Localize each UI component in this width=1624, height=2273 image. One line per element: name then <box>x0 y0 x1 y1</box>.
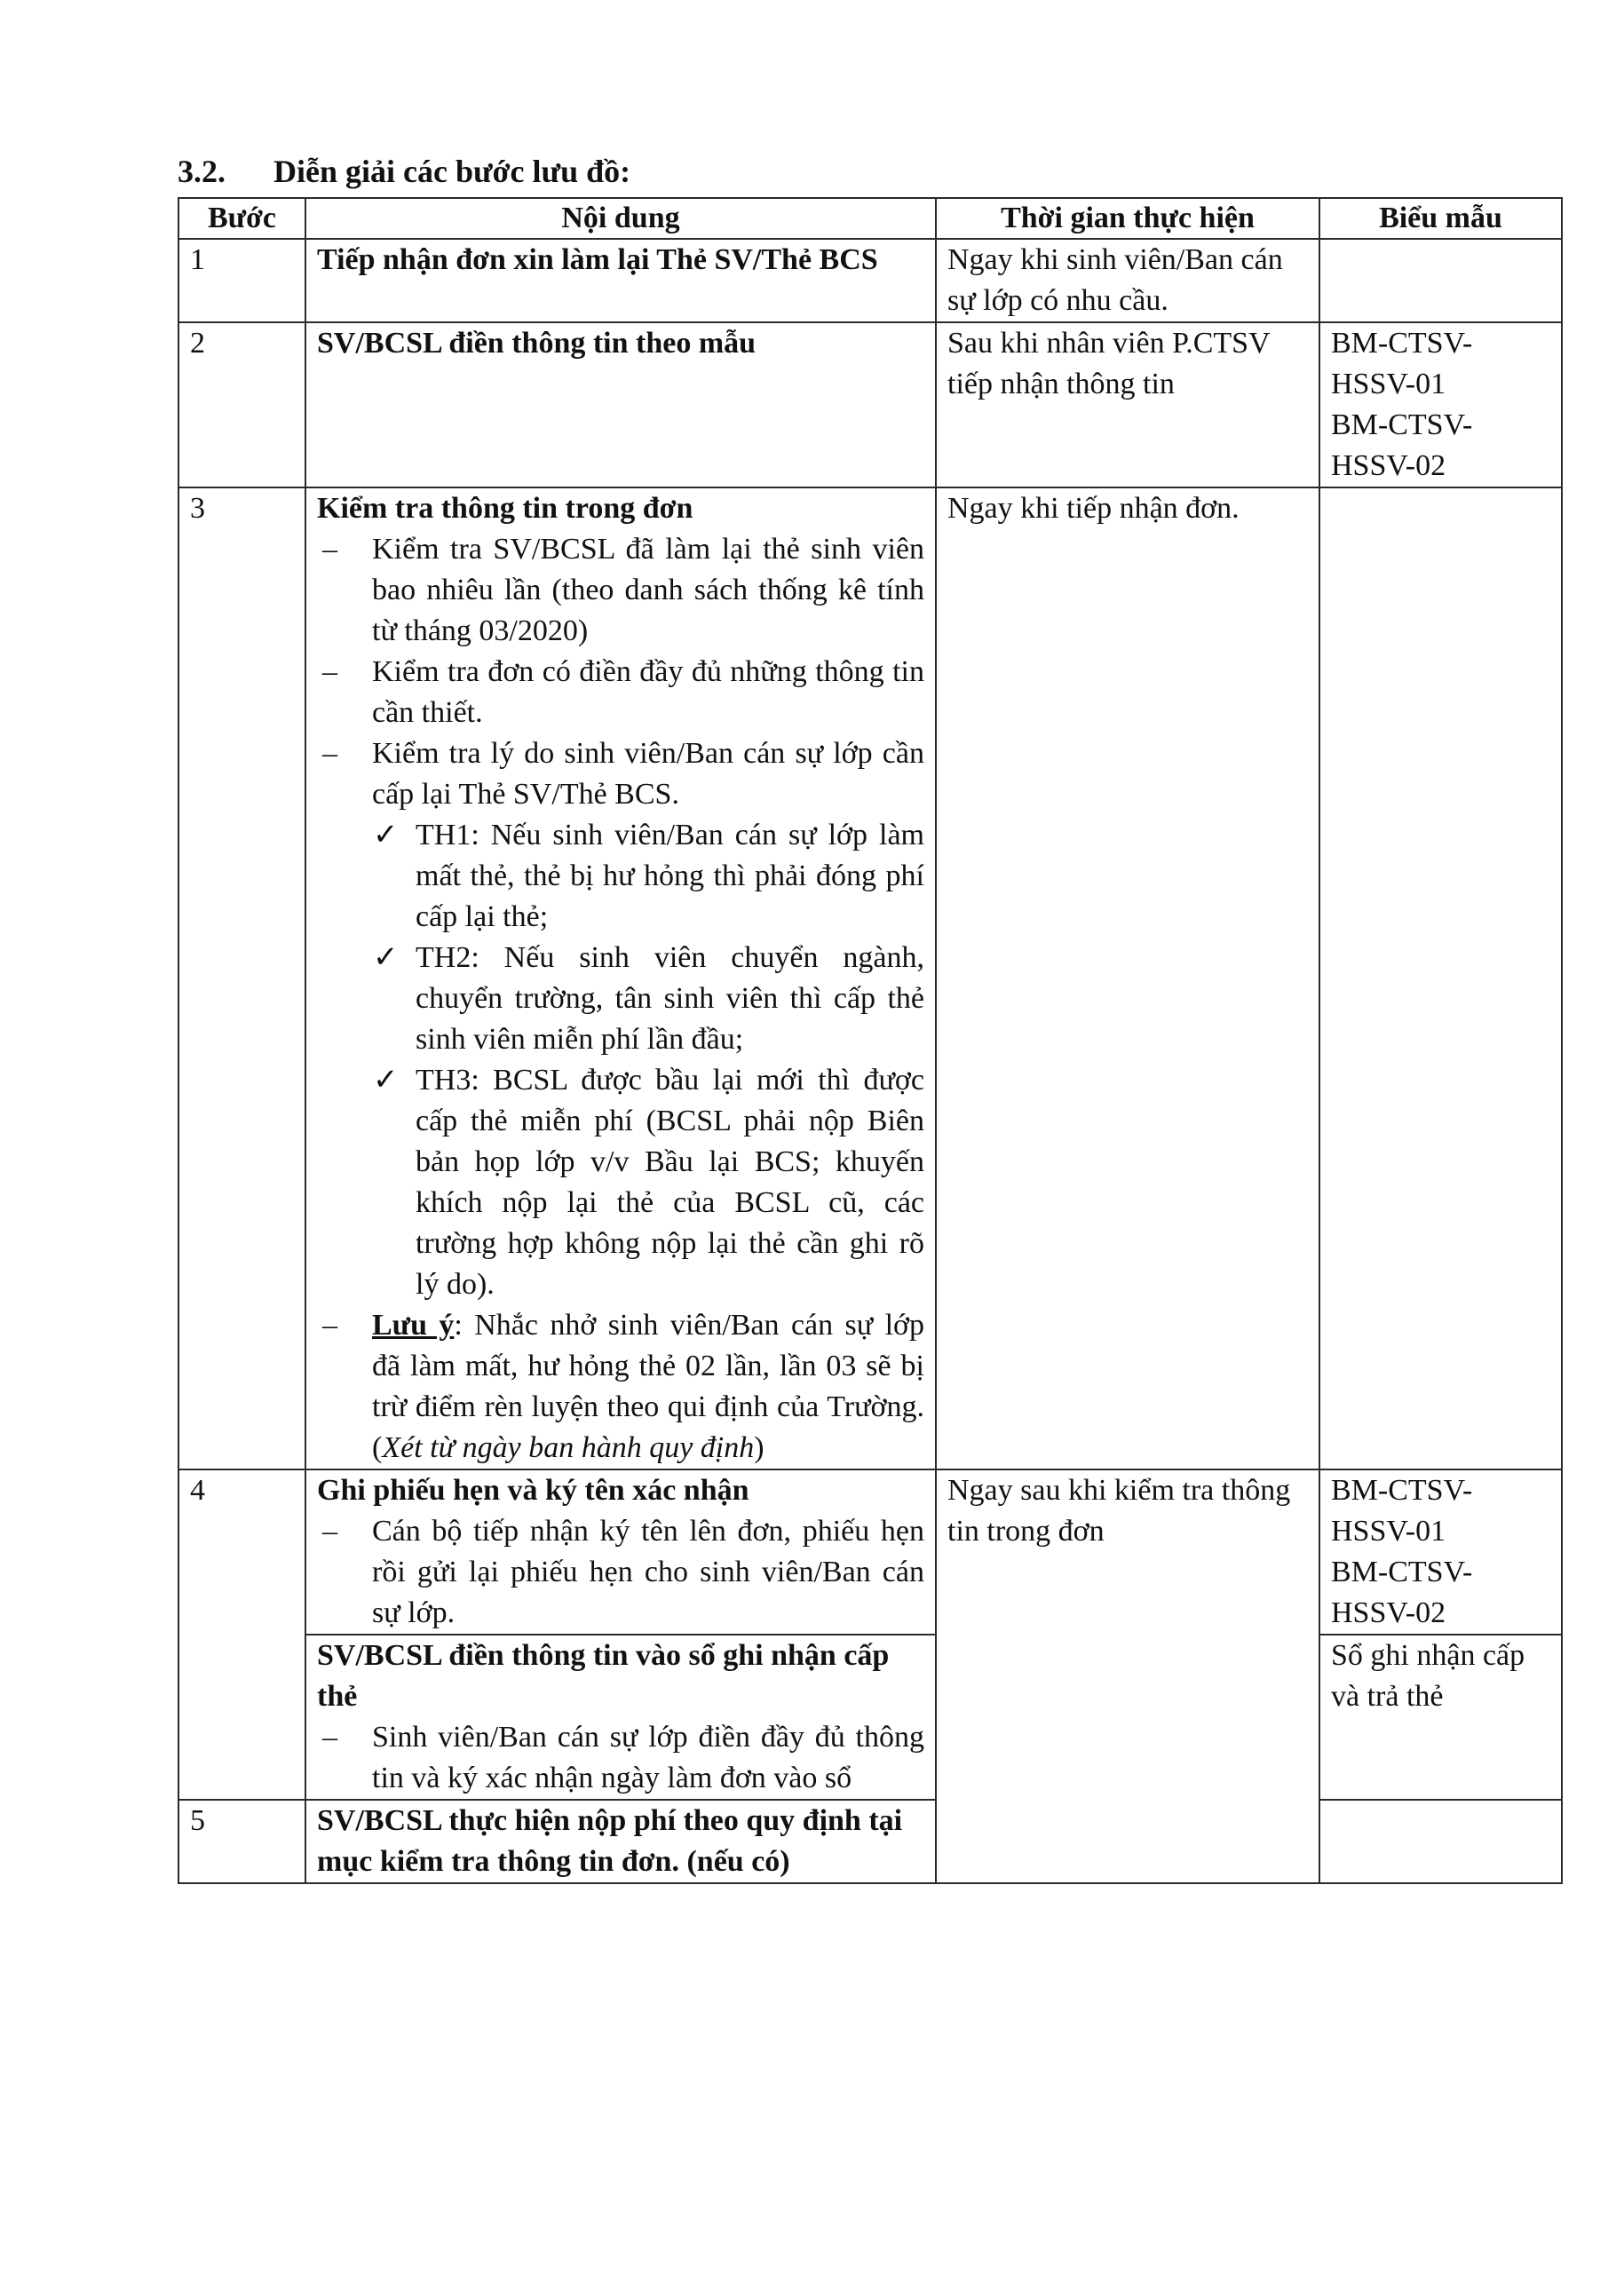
step-forms <box>1319 322 1562 487</box>
step-number: 3 <box>178 487 305 1469</box>
bullet-list <box>317 1717 924 1799</box>
header-step: Bước <box>178 198 305 239</box>
step-title: Kiểm tra thông tin trong đơn <box>317 492 693 525</box>
table-row <box>178 239 1562 322</box>
form-code: BM-CTSV-HSSV-02 <box>1331 408 1473 482</box>
step-number: 4 <box>178 1469 305 1800</box>
step-title: SV/BCSL điền thông tin theo mẫu <box>317 327 757 360</box>
case-list <box>369 815 924 1305</box>
table-header-row <box>178 198 1562 239</box>
list-item: – Kiểm tra đơn có điền đầy đủ những thông tin cần thiết. <box>317 652 924 733</box>
step-title: Ghi phiếu hẹn và ký tên xác nhận <box>317 1474 749 1507</box>
case-text: TH3: BCSL được bầu lại mới thì được cấp thẻ miễn phí (BCSL phải nộp Biên bản họp lớp v/v Bầu lại BCS; khuyến khích nộp lại thẻ của BCSL cũ, các trường hợp không nộp lại thẻ cần ghi rõ lý do). <box>416 1064 924 1301</box>
step-title: Tiếp nhận đơn xin làm lại Thẻ SV/Thẻ BCS <box>317 243 878 276</box>
table-row <box>178 322 1562 487</box>
header-forms: Biểu mẫu <box>1319 198 1562 239</box>
note-text: Nhắc nhở sinh viên/Ban cán sự lớp đã làm mất, hư hỏng thẻ 02 lần, lần 03 sẽ bị trừ điểm rèn luyện theo qui định của Trường. ( <box>372 1309 924 1464</box>
step-content <box>305 322 936 487</box>
step-time: Ngay khi tiếp nhận đơn. <box>936 487 1319 1469</box>
procedure-steps-table <box>178 197 1563 1884</box>
step-title: SV/BCSL điền thông tin vào sổ ghi nhận cấp thẻ <box>317 1639 890 1713</box>
case-text: TH2: Nếu sinh viên chuyển ngành, chuyển trường, tân sinh viên thì cấp thẻ sinh viên miễn phí lần đầu; <box>416 941 924 1056</box>
list-item-text: Kiểm tra lý do sinh viên/Ban cán sự lớp cần cấp lại Thẻ SV/Thẻ BCS. <box>372 737 924 811</box>
list-item <box>369 938 924 1060</box>
list-item <box>369 1060 924 1305</box>
step-content <box>305 1800 936 1883</box>
step-content <box>305 487 936 1469</box>
step-time: Ngay khi sinh viên/Ban cán sự lớp có nhu cầu. <box>936 239 1319 322</box>
section-number: 3.2. <box>178 154 226 189</box>
list-item <box>317 733 924 1305</box>
note-italic: Xét từ ngày ban hành quy định <box>382 1431 755 1464</box>
step-title: SV/BCSL thực hiện nộp phí theo quy định tại mục kiểm tra thông tin đơn. (nếu có) <box>317 1804 903 1878</box>
step-time: Ngay sau khi kiểm tra thông tin trong đơn <box>936 1469 1319 1883</box>
table-row <box>178 487 1562 1469</box>
note-close: ) <box>754 1431 764 1464</box>
check-icon: ✓ <box>373 1064 399 1097</box>
step-time: Sau khi nhân viên P.CTSV tiếp nhận thông tin <box>936 322 1319 487</box>
step-number: 1 <box>178 239 305 322</box>
step-content <box>305 1469 936 1635</box>
list-item: – Cán bộ tiếp nhận ký tên lên đơn, phiếu hẹn rồi gửi lại phiếu hẹn cho sinh viên/Ban cán sự lớp. <box>317 1511 924 1634</box>
table-row <box>178 1800 1562 1883</box>
step-forms <box>1319 1800 1562 1883</box>
step-forms <box>1319 1469 1562 1635</box>
step-content <box>305 1635 936 1800</box>
list-item: – Sinh viên/Ban cán sự lớp điền đầy đủ thông tin và ký xác nhận ngày làm đơn vào sổ <box>317 1717 924 1799</box>
note-item <box>317 1305 924 1469</box>
check-icon: ✓ <box>373 941 399 974</box>
table-row <box>178 1635 1562 1800</box>
header-time: Thời gian thực hiện <box>936 198 1319 239</box>
table-row <box>178 1469 1562 1635</box>
step-forms: Sổ ghi nhận cấp và trả thẻ <box>1319 1635 1562 1800</box>
bullet-list <box>317 1511 924 1634</box>
step-forms <box>1319 487 1562 1469</box>
check-icon: ✓ <box>373 819 399 851</box>
form-code: BM-CTSV-HSSV-01 <box>1331 327 1473 400</box>
section-title: Diễn giải các bước lưu đồ: <box>273 154 631 189</box>
form-code: BM-CTSV-HSSV-02 <box>1331 1556 1473 1629</box>
case-text: TH1: Nếu sinh viên/Ban cán sự lớp làm mất thẻ, thẻ bị hư hỏng thì phải đóng phí cấp lại thẻ; <box>416 819 924 933</box>
note-label: Lưu ý <box>372 1309 455 1342</box>
list-item: – Kiểm tra SV/BCSL đã làm lại thẻ sinh viên bao nhiêu lần (theo danh sách thống kê tính từ tháng 03/2020) <box>317 529 924 652</box>
step-content <box>305 239 936 322</box>
bullet-list <box>317 529 924 1469</box>
section-heading <box>178 153 630 190</box>
form-code: BM-CTSV-HSSV-01 <box>1331 1474 1473 1548</box>
list-item <box>369 815 924 938</box>
step-forms <box>1319 239 1562 322</box>
header-content: Nội dung <box>305 198 936 239</box>
step-number: 5 <box>178 1800 305 1883</box>
note-colon: : <box>454 1309 475 1342</box>
step-number: 2 <box>178 322 305 487</box>
